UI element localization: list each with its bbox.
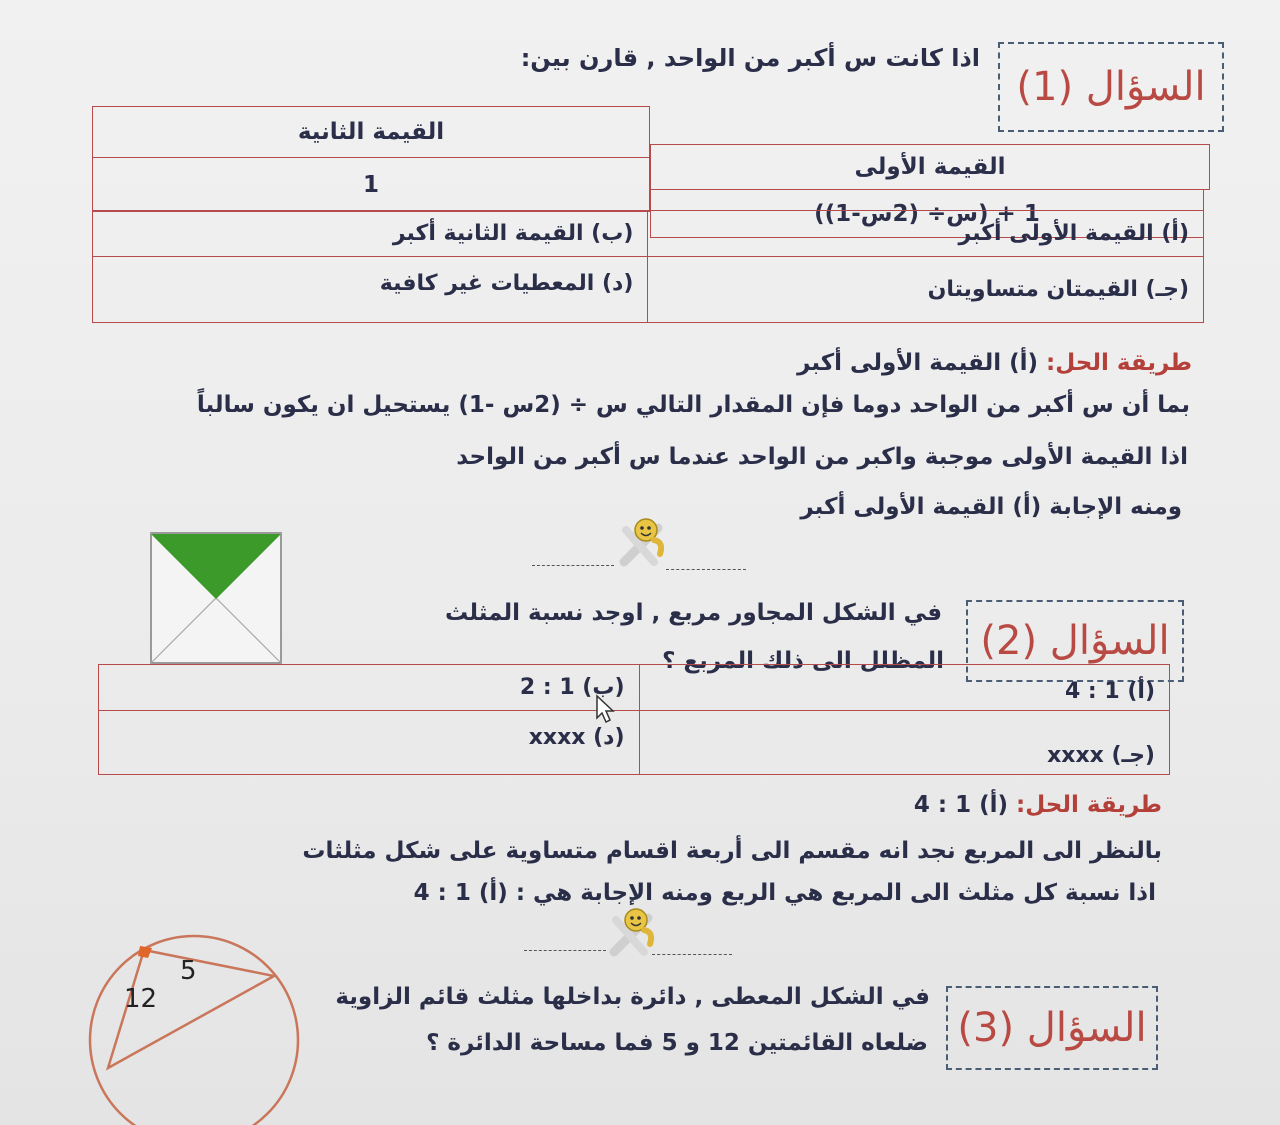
q1-solution-label: طريقة الحل: [1046, 350, 1192, 376]
question-3-label-box [946, 986, 1158, 1070]
divider-line-left-2 [524, 950, 606, 951]
q1-header-first: القيمة الأولى [854, 154, 1006, 180]
q1-solution-answer: (أ) القيمة الأولى أكبر [797, 350, 1039, 376]
q1-solution-line [797, 350, 1192, 376]
q2-prompt-line-2: المظلل الى ذلك المربع ؟ [662, 648, 944, 674]
q1-value-first: 1 + (س÷ (2س-1)) [814, 200, 1040, 227]
q1-header-table [92, 106, 1210, 227]
q1-header-second: القيمة الثانية [297, 119, 445, 145]
q1-option-a[interactable]: (أ) القيمة الأولى أكبر [648, 211, 1204, 257]
q2-solution-line [914, 792, 1162, 818]
smiley-divider-icon [614, 514, 670, 570]
q1-value-second-cell [92, 158, 650, 212]
q2-option-a[interactable]: (أ) 1 : 4 [639, 665, 1169, 711]
q2-option-c[interactable]: (جـ) xxxx [639, 711, 1169, 775]
q2-options-table [98, 664, 1170, 775]
question-3-label: السؤال (3) [957, 1005, 1147, 1051]
q1-solution-text-1: بما أن س أكبر من الواحد دوما فإن المقدار التالي س ÷ (2س -1) يستحيل ان يكون سالباً [196, 392, 1190, 418]
q2-solution-label: طريقة الحل: [1016, 792, 1162, 818]
divider-line-right-2 [652, 954, 732, 955]
q1-option-d[interactable]: (د) المعطيات غير كافية [93, 257, 648, 323]
q1-options-table [92, 210, 1204, 323]
q2-option-d[interactable]: (د) xxxx [99, 711, 640, 775]
q3-side-label-12: 12 [124, 984, 158, 1014]
question-1-prompt: اذا كانت س أكبر من الواحد , قارن بين: [520, 44, 980, 72]
q1-solution-text-3: ومنه الإجابة (أ) القيمة الأولى أكبر [800, 494, 1182, 520]
q1-solution-text-2: اذا القيمة الأولى موجبة واكبر من الواحد عندما س أكبر من الواحد [456, 444, 1188, 470]
q3-side-label-5: 5 [180, 956, 197, 986]
q2-solution-text-1: بالنظر الى المربع نجد انه مقسم الى أربعة اقسام متساوية على شكل مثلثات [302, 838, 1162, 864]
q2-square-figure [150, 532, 282, 664]
q3-prompt-line-1: في الشكل المعطى , دائرة بداخلها مثلث قائم الزاوية [335, 984, 930, 1010]
divider-line-right [666, 569, 746, 570]
q2-solution-text-2: اذا نسبة كل مثلث الى المربع هي الربع ومنه الإجابة هي : (أ) 1 : 4 [413, 880, 1156, 906]
q2-option-b[interactable]: (ب) 1 : 2 [99, 665, 640, 711]
q2-prompt-line-1: في الشكل المجاور مربع , اوجد نسبة المثلث [444, 600, 942, 626]
mouse-cursor-icon [593, 694, 617, 724]
q1-header-second-cell [92, 106, 650, 158]
q1-option-c[interactable]: (جـ) القيمتان متساويتان [648, 257, 1204, 323]
question-1-label: السؤال (1) [1016, 64, 1206, 110]
smiley-divider-icon-2 [604, 904, 660, 960]
q1-value-second: 1 [362, 171, 379, 198]
question-2-label: السؤال (2) [980, 618, 1170, 664]
q2-solution-answer: (أ) 1 : 4 [913, 792, 1009, 818]
q1-header-first-cell [650, 144, 1210, 190]
q1-option-b[interactable]: (ب) القيمة الثانية أكبر [93, 211, 648, 257]
divider-line-left [532, 565, 614, 566]
q3-prompt-line-2: ضلعاه القائمتين 12 و 5 فما مساحة الدائرة ؟ [426, 1030, 928, 1056]
